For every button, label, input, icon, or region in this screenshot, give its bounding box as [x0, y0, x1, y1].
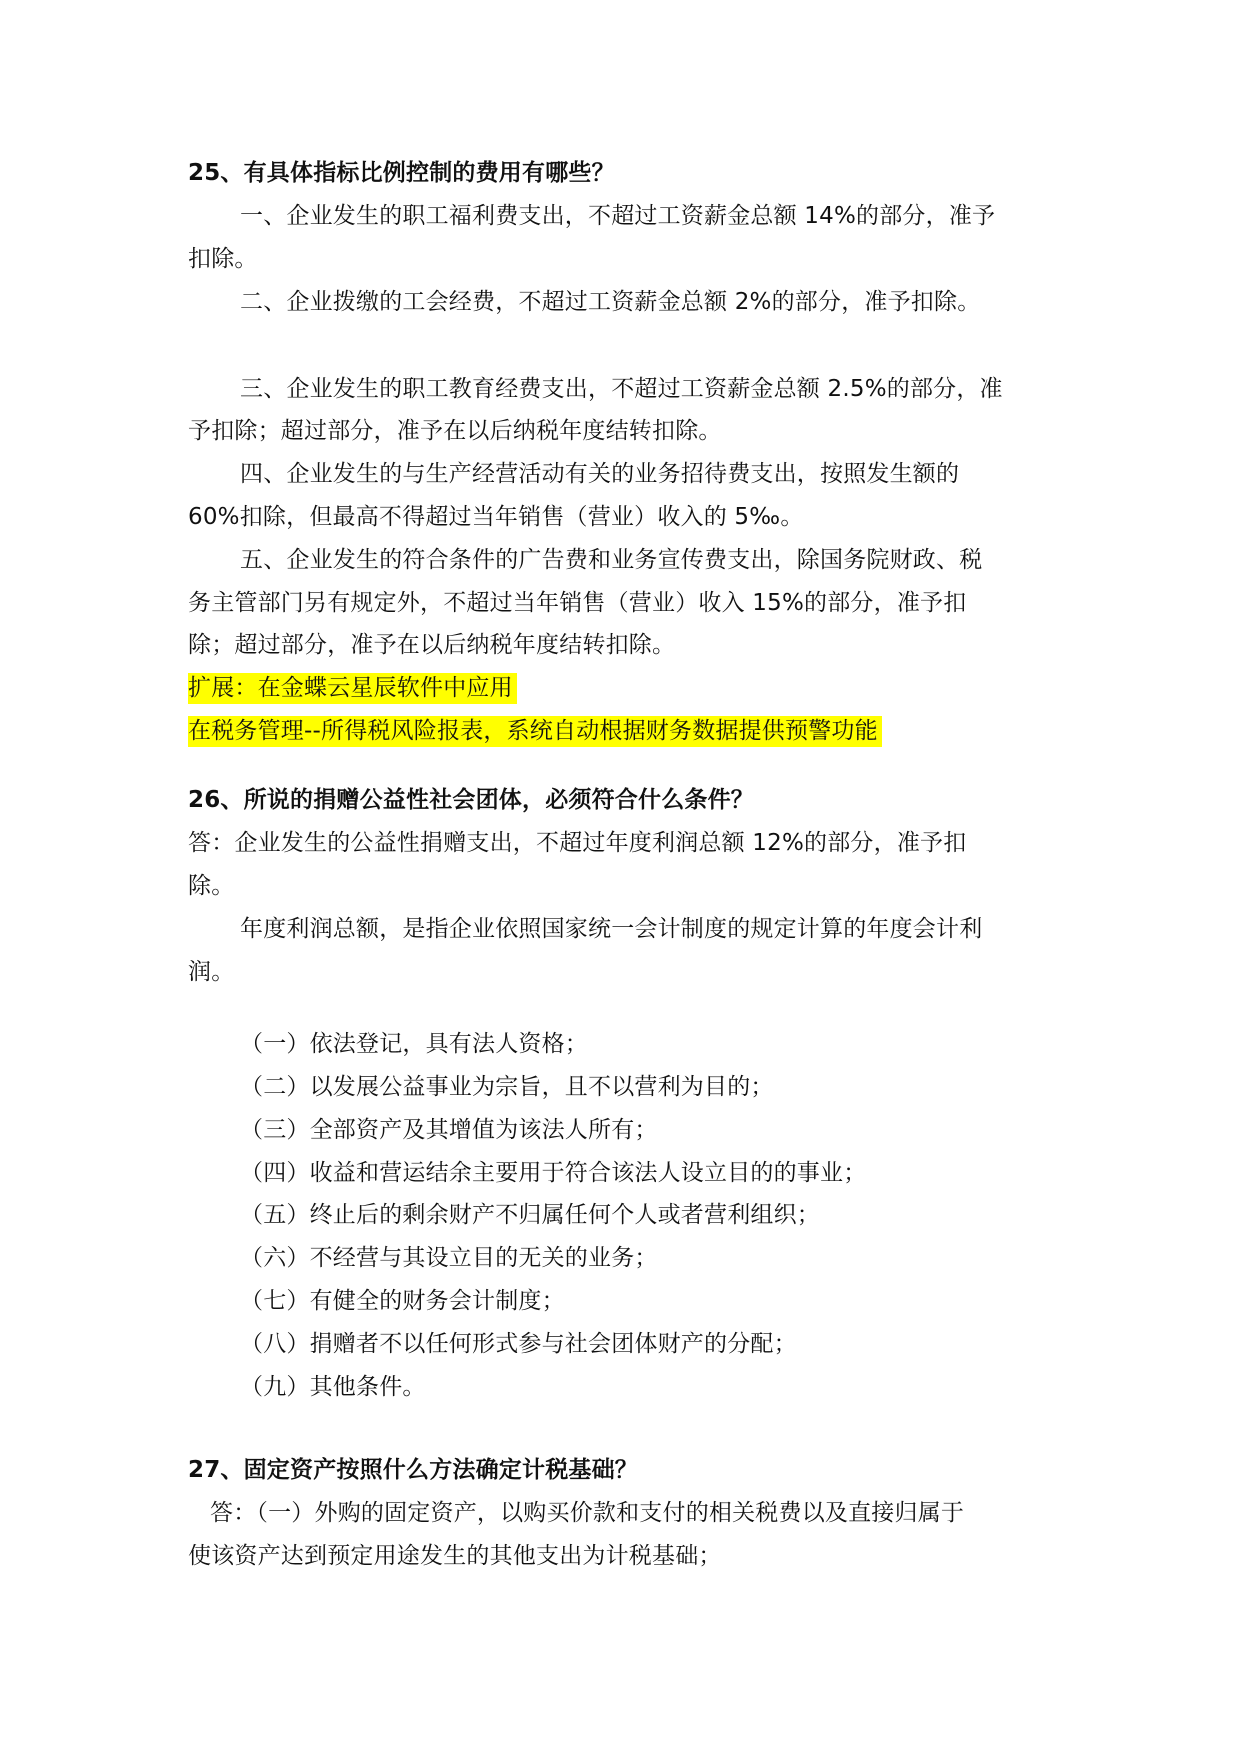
condition-item: （三）全部资产及其增值为该法人所有； — [240, 1117, 658, 1143]
q27-line: 答：（一）外购的固定资产，以购买价款和支付的相关税费以及直接归属于 — [210, 1500, 965, 1526]
q25-line: 务主管部门另有规定外，不超过当年销售（营业）收入 15%的部分，准予扣 — [188, 590, 967, 616]
q26-heading: 26、所说的捐赠公益性社会团体，必须符合什么条件？ — [188, 787, 755, 813]
q25-line: 扣除。 — [188, 246, 258, 272]
highlight-note: 在税务管理--所得税风险报表，系统自动根据财务数据提供预警功能 — [188, 716, 882, 747]
q25-line: 予扣除；超过部分，准予在以后纳税年度结转扣除。 — [188, 418, 722, 444]
condition-item: （二）以发展公益事业为宗旨，且不以营利为目的； — [240, 1074, 774, 1100]
condition-item: （九）其他条件。 — [240, 1374, 426, 1400]
q25-line: 除；超过部分，准予在以后纳税年度结转扣除。 — [188, 632, 676, 658]
highlight-note: 扩展：在金蝶云星辰软件中应用 — [188, 673, 517, 704]
q26-line: 年度利润总额，是指企业依照国家统一会计制度的规定计算的年度会计利 — [240, 916, 983, 942]
condition-item: （一）依法登记，具有法人资格； — [240, 1031, 588, 1057]
q25-line: 60%扣除，但最高不得超过当年销售（营业）收入的 5‰。 — [188, 504, 804, 530]
condition-item: （八）捐赠者不以任何形式参与社会团体财产的分配； — [240, 1331, 797, 1357]
q25-line: 五、企业发生的符合条件的广告费和业务宣传费支出，除国务院财政、税 — [240, 547, 983, 573]
condition-item: （六）不经营与其设立目的无关的业务； — [240, 1245, 658, 1271]
q26-line: 润。 — [188, 959, 235, 985]
q25-line: 二、企业拨缴的工会经费，不超过工资薪金总额 2%的部分，准予扣除。 — [240, 289, 981, 315]
q27-heading: 27、固定资产按照什么方法确定计税基础？ — [188, 1457, 639, 1483]
condition-item: （五）终止后的剩余财产不归属任何个人或者营利组织； — [240, 1202, 820, 1228]
q25-line: 三、企业发生的职工教育经费支出，不超过工资薪金总额 2.5%的部分，准 — [240, 376, 1003, 402]
q26-line: 答：企业发生的公益性捐赠支出，不超过年度利润总额 12%的部分，准予扣 — [188, 830, 967, 856]
q25-line: 一、企业发生的职工福利费支出，不超过工资薪金总额 14%的部分，准予 — [240, 203, 996, 229]
condition-item: （七）有健全的财务会计制度； — [240, 1288, 565, 1314]
q26-line: 除。 — [188, 873, 235, 899]
q27-line: 使该资产达到预定用途发生的其他支出为计税基础； — [188, 1543, 722, 1569]
condition-item: （四）收益和营运结余主要用于符合该法人设立目的的事业； — [240, 1160, 867, 1186]
q25-line: 四、企业发生的与生产经营活动有关的业务招待费支出，按照发生额的 — [240, 461, 960, 487]
q25-heading: 25、有具体指标比例控制的费用有哪些？ — [188, 160, 615, 186]
